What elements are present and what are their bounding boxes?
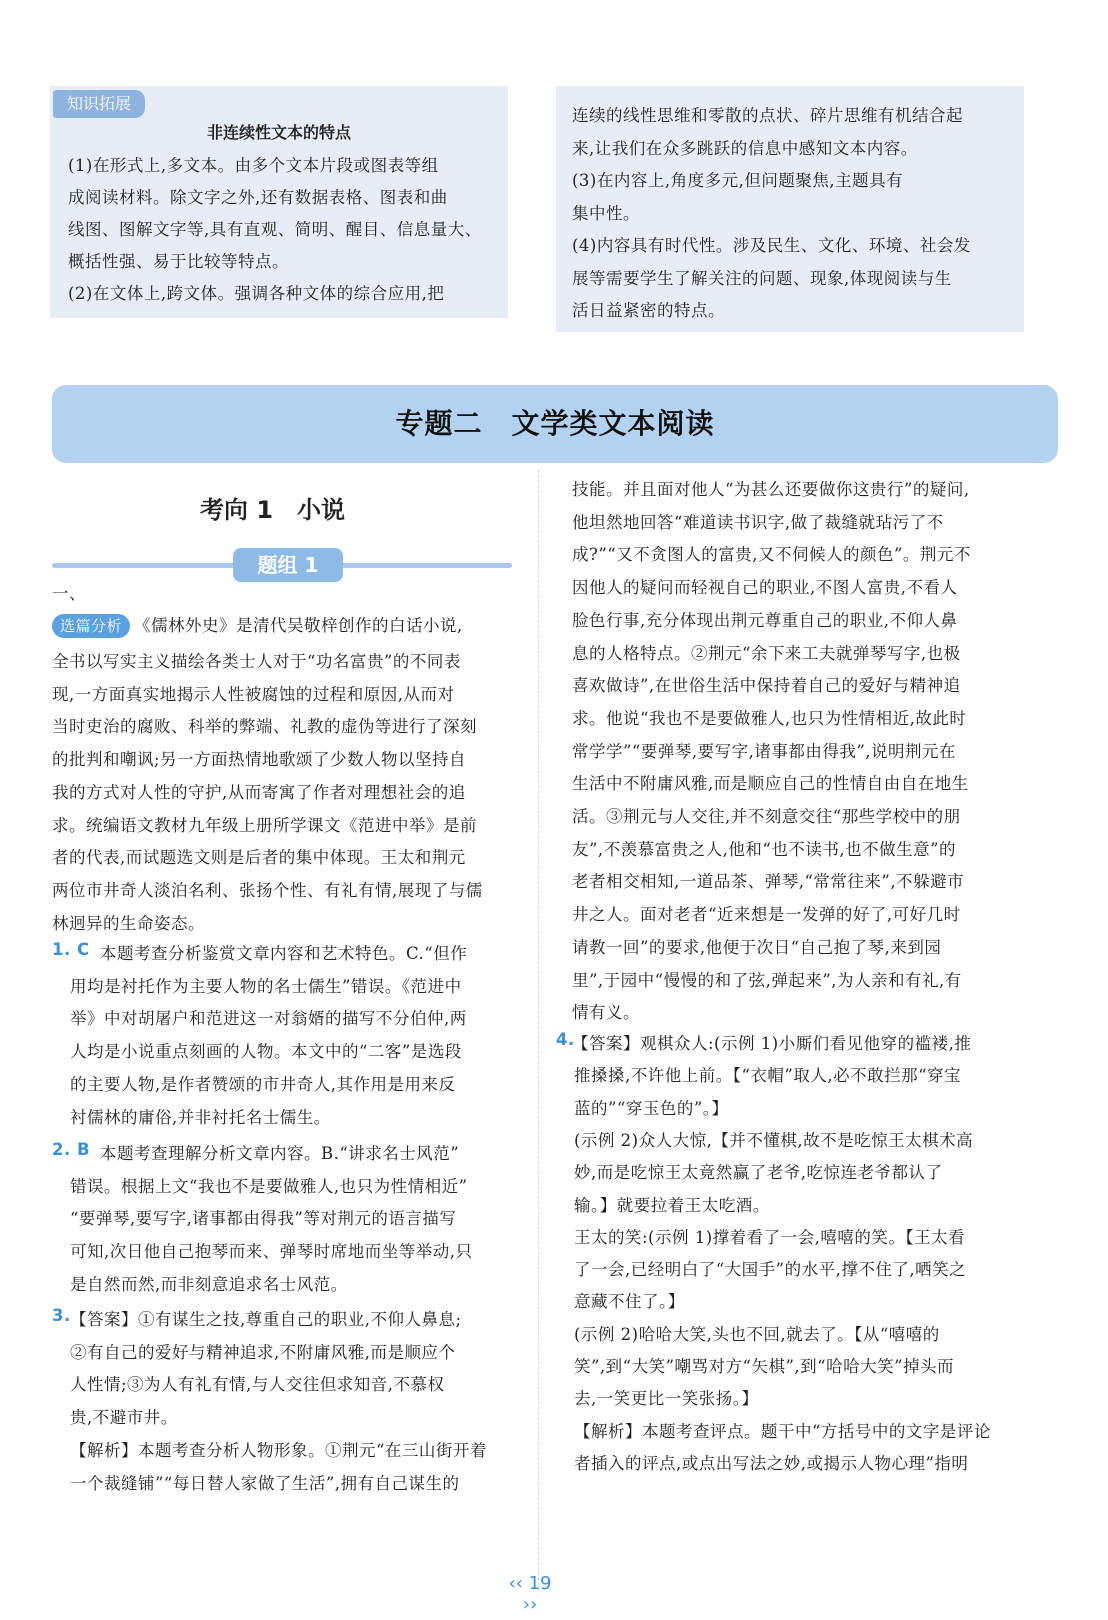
text-line: 者的代表,而试题选文则是后者的集中体现。王太和荆元 <box>52 848 466 868</box>
question-number: 4. <box>556 1030 575 1049</box>
text-line: 来,让我们在众多跳跃的信息中感知文本内容。 <box>572 138 918 158</box>
text-line: 了一会,已经明白了“大国手”的水平,撑不住了,哂笑之 <box>574 1260 967 1280</box>
text-line: 喜欢做诗”,在世俗生活中保持着自己的爱好与精神追 <box>572 676 961 696</box>
text-line: 的批判和嘲讽;另一方面热情地歌颂了少数人物以坚持自 <box>52 750 467 770</box>
text-line: 情有义。 <box>572 1003 640 1023</box>
text-line: ②有自己的爱好与精神追求,不附庸风雅,而是顺应个 <box>70 1342 456 1362</box>
text-line: 他坦然地回答“难道读书识字,做了裁缝就玷污了不 <box>572 512 944 532</box>
text-line: 本题考查分析鉴赏文章内容和艺术特色。C.“但作 <box>100 944 468 963</box>
text-line: (示例 2)哈哈大笑,头也不回,就去了。【从“嘻嘻的 <box>574 1324 940 1344</box>
text-line: 求。统编语文教材九年级上册所学课文《范进中举》是前 <box>52 815 477 835</box>
text-line: 概括性强、易于比较等特点。 <box>68 252 289 271</box>
column-divider <box>538 470 540 1590</box>
text-line: (示例 2)众人大惊,【并不懂棋,故不是吃惊王太棋术高 <box>574 1130 974 1150</box>
text-line: 【答案】观棋众人:(示例 1)小厮们看见他穿的褴褛,推 <box>572 1034 972 1053</box>
text-line: 可知,次日他自己抱琴而来、弹琴时席地而坐等举动,只 <box>70 1242 473 1262</box>
text-line: 去,一笑更比一笑张扬。】 <box>574 1389 759 1409</box>
knowledge-title: 非连续性文本的特点 <box>206 123 351 142</box>
text-line: “要弹琴,要写字,诸事都由得我”等对荆元的语言描写 <box>70 1209 457 1229</box>
text-line: 当时吏治的腐败、科举的弊端、礼教的虚伪等进行了深刻 <box>52 717 477 737</box>
text-line: 是自然而然,而非刻意追求名士风范。 <box>70 1274 348 1294</box>
text-line: 生活中不附庸风雅,而是顺应自己的性情自由自在地生 <box>572 774 969 794</box>
text-line: 蓝的”“穿玉色的”。】 <box>574 1098 729 1118</box>
text-line: 举》中对胡屠户和范进这一对翁婿的描写不分伯仲,两 <box>70 1009 467 1029</box>
question-number: 2. B <box>52 1140 91 1159</box>
topic-title: 专题二 文学类文本阅读 <box>395 407 715 440</box>
page-number: ‹‹ 19 ›› <box>508 1573 552 1615</box>
question-number: 1. C <box>52 940 90 959</box>
text-line: 的主要人物,是作者赞颂的市井奇人,其作用是用来反 <box>70 1074 456 1094</box>
text-line: 全书以写实主义描绘各类士人对于“功名富贵”的不同表 <box>52 652 461 671</box>
text-line: 推搡搡,不许他上前。【“衣帽”取人,必不敢拦那“穿宝 <box>574 1066 962 1086</box>
text-line: 【解析】本题考查评点。题干中“方括号中的文字是评论 <box>574 1421 991 1441</box>
text-line: 两位市井奇人淡泊名利、张扬个性、有礼有情,展现了与儒 <box>52 880 483 900</box>
text-line: 王太的笑:(示例 1)撑着看了一会,嘻嘻的笑。【王太看 <box>574 1227 966 1247</box>
text-line: 活日益紧密的特点。 <box>572 301 725 320</box>
text-line: 我的方式对人性的守护,从而寄寓了作者对理想社会的追 <box>52 782 466 802</box>
text-line: 里”,于园中“慢慢的和了弦,弹起来”,为人亲和有礼,有 <box>572 970 962 990</box>
text-line: 友”,不羡慕富贵之人,他和“也不读书,也不做生意”的 <box>572 839 957 859</box>
text-line: 井之人。面对老者“近来想是一发弹的好了,可好几时 <box>572 905 961 925</box>
intro-first-line: 选篇分析 《儒林外史》是清代吴敬梓创作的白话小说, <box>52 612 463 638</box>
topic-banner <box>52 385 1058 463</box>
text-line: 展等需要学生了解关注的问题、现象,体现阅读与生 <box>572 268 952 288</box>
text-line: 技能。并且面对他人“为甚么还要做你这贵行”的疑问, <box>572 480 970 499</box>
knowledge-tag: 知识拓展 <box>53 90 145 118</box>
text-line: (4)内容具有时代性。涉及民生、文化、环境、社会发 <box>572 236 971 255</box>
text-line: 线图、图解文字等,具有直观、简明、醒目、信息量大、 <box>68 220 482 239</box>
text-line: 人均是小说重点刻画的人物。本文中的“二客”是选段 <box>70 1042 462 1062</box>
text-line: 活。③荆元与人交往,并不刻意交往“那些学校中的朋 <box>572 807 961 826</box>
group-label: 题组 1 <box>233 548 343 582</box>
text-line: 贵,不避市井。 <box>70 1408 178 1428</box>
text-line: 常学学”“要弹琴,要写字,诸事都由得我”,说明荆元在 <box>572 741 957 761</box>
text-line: 用均是衬托作为主要人物的名士儒生”错误。《范进中 <box>70 976 462 996</box>
text-line: 者插入的评点,或点出写法之妙,或揭示人物心理”指明 <box>574 1453 969 1473</box>
text-line: 求。他说“我也不是要做雅人,也只为性情相近,故此时 <box>572 708 967 728</box>
text-line: 连续的线性思维和零散的点状、碎片思维有机结合起 <box>572 106 963 125</box>
text-line: (3)在内容上,角度多元,但问题聚焦,主题具有 <box>572 171 904 190</box>
text-line: 一个裁缝铺”“每日替人家做了生活”,拥有自己谋生的 <box>70 1473 460 1493</box>
part-marker: 一、 <box>52 584 86 603</box>
analysis-badge: 选篇分析 <box>52 614 130 638</box>
text-line: 因他人的疑问而轻视自己的职业,不图人富贵,不看人 <box>572 578 958 598</box>
text-line: 现,一方面真实地揭示人性被腐蚀的过程和原因,从而对 <box>52 684 455 704</box>
text-line: 息的人格特点。②荆元“余下来工夫就弹琴写字,也极 <box>572 643 961 663</box>
text-line: (1)在形式上,多文本。由多个文本片段或图表等组 <box>68 156 439 175</box>
text-line: 意藏不住了。】 <box>574 1292 685 1312</box>
question-number: 3. <box>52 1306 71 1325</box>
text-line: 输。】就要拉着王太吃酒。 <box>574 1195 770 1215</box>
section-title: 考向 1 小说 <box>200 496 346 524</box>
text-line: 成阅读材料。除文字之外,还有数据表格、图表和曲 <box>68 188 448 207</box>
text-line: 成?”“又不贪图人的富贵,又不伺候人的颜色”。荆元不 <box>572 545 971 565</box>
text-line: 【解析】本题考查分析人物形象。①荆元“在三山街开着 <box>70 1440 487 1460</box>
text-line: 衬儒林的庸俗,并非衬托名士儒生。 <box>70 1107 331 1127</box>
text-line: 脸色行事,充分体现出荆元尊重自己的职业,不仰人鼻 <box>572 610 958 630</box>
text-line: (2)在文体上,跨文体。强调各种文体的综合应用,把 <box>68 284 445 303</box>
text-line: 林迥异的生命姿态。 <box>52 913 205 933</box>
text-line: 笑”,到“大笑”嘲骂对方“矢棋”,到“哈哈大笑”掉头而 <box>574 1357 955 1376</box>
text-line: 本题考查理解分析文章内容。B.“讲求名士风范” <box>100 1144 460 1163</box>
text-line: 妙,而是吃惊王太竟然赢了老爷,吃惊连老爷都认了 <box>574 1163 943 1183</box>
text-line: 老者相交相知,一道品茶、弹琴,“常常往来”,不躲避市 <box>572 872 965 892</box>
text-line: 人性情;③为人有礼有情,与人交往但求知音,不慕权 <box>70 1375 445 1395</box>
text-line: 【答案】①有谋生之技,尊重自己的职业,不仰人鼻息; <box>70 1310 462 1329</box>
text-line: 错误。根据上文“我也不是要做雅人,也只为性情相近” <box>70 1176 468 1196</box>
text-line: 请教一回”的要求,他便于次日“自己抱了琴,来到园 <box>572 937 942 957</box>
text-line: 集中性。 <box>572 203 640 223</box>
